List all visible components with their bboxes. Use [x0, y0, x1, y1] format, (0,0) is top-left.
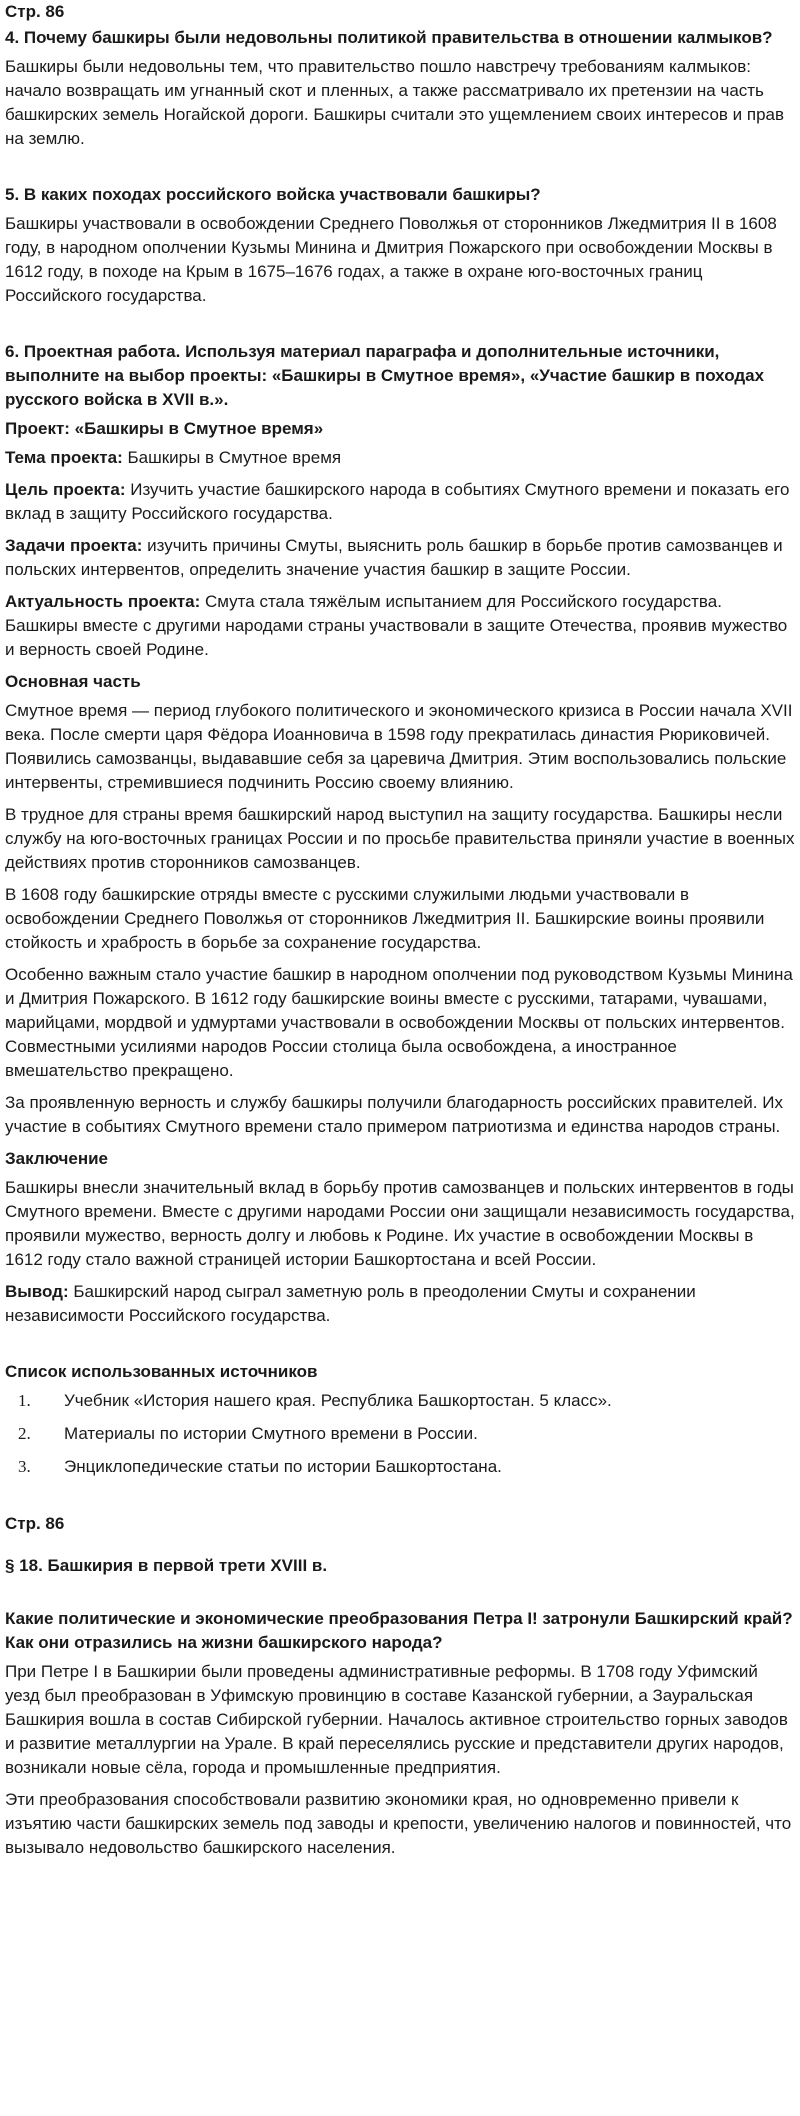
goal-text: Изучить участие башкирского народа в событиях Смутного времени и показать его вклад в защиту Российского государства.: [5, 480, 790, 523]
answer-text: Башкиры участвовали в освобождении Среднего Поволжья от сторонников Лжедмитрия II в 1608 году, в народном ополчении Кузьмы Минина и Дмитрия Пожарского при освобождении Москвы в 1612 году, в походе на Крым в 1675–1676 годах, а также в охране юго-восточных границ Российского государства.: [5, 214, 777, 305]
relevance-label: Актуальность проекта:: [5, 592, 201, 611]
list-item: [18, 1422, 795, 1446]
goal-label: Цель проекта:: [5, 480, 126, 499]
list-number: 2.: [18, 1424, 31, 1443]
answer-paragraph: При Петре I в Башкирии были проведены административные реформы. В 1708 году Уфимский уезд был преобразован в Уфимскую провинцию в составе Казанской губернии, а Зауральская Башкирия вошла в состав Сибирской губернии. Началось активное строительство горных заводов и развитие металлургии на Урале. В край переселялись русские и представители других народов, возникали новые сёла, города и промышленные предприятия.: [5, 1662, 788, 1777]
question-title: 6. Проектная работа. Используя материал параграфа и дополнительные источники, выполните на выбор проекты: «Башкиры в Смутное время», «Участие башкир в походах русского войска в XVII в.».: [5, 342, 765, 409]
sources-heading: Список использованных источников: [5, 1362, 318, 1381]
project-heading: Проект: «Башкиры в Смутное время»: [5, 419, 324, 438]
question-5: [5, 183, 795, 308]
list-text: Энциклопедические статьи по истории Башкортостана.: [64, 1457, 502, 1476]
sources-list: [5, 1360, 795, 1479]
verdict-label: Вывод:: [5, 1282, 69, 1301]
answer-text: Башкиры были недовольны тем, что правительство пошло навстречу требованиям калмыков: начало возвращать им угнанный скот и пленных, а также рассматривало их претензии на часть башкирских земель Ногайской дороги. Башкиры считали это ущемлением своих интересов и прав на землю.: [5, 57, 785, 148]
project-tasks: [5, 534, 795, 582]
tasks-text: изучить причины Смуты, выяснить роль башкир в борьбе против самозванцев и польских интервентов, определить значение участия башкир в защите России.: [5, 536, 783, 579]
question-4: [5, 26, 795, 151]
page-label: Стр. 86: [5, 2, 65, 21]
list-text: Учебник «История нашего края. Республика Башкортостан. 5 класс».: [64, 1391, 612, 1410]
answer-paragraph: Эти преобразования способствовали развитию экономики края, но одновременно привели к изъятию части башкирских земель под заводы и крепости, увеличению налогов и повинностей, что вызывало недовольство башкирского населения.: [5, 1790, 792, 1857]
main-part-heading: Основная часть: [5, 672, 141, 691]
topic-label: Тема проекта:: [5, 448, 123, 467]
section-title: § 18. Башкирия в первой трети XVIII в.: [5, 1556, 328, 1575]
conclusion-heading: Заключение: [5, 1149, 108, 1168]
question-title: 4. Почему башкиры были недовольны политикой правительства в отношении калмыков?: [5, 28, 773, 47]
project-topic: [5, 446, 795, 470]
topic-text: Башкиры в Смутное время: [122, 448, 342, 467]
main-paragraph: Смутное время — период глубокого политического и экономического кризиса в России начала XVII века. После смерти царя Фёдора Иоанновича в 1598 году прекратилась династия Рюриковичей. Появились самозванцы, выдававшие себя за царевича Дмитрия. Этим воспользовались польские интервенты, стремившиеся подчинить Россию своему влиянию.: [5, 701, 793, 792]
main-paragraph: Особенно важным стало участие башкир в народном ополчении под руководством Кузьмы Минина и Дмитрия Пожарского. В 1612 году башкирские воины вместе с русскими, татарами, чувашами, марийцами, мордвой и удмуртами участвовали в освобождении Москвы от польских интервентов. Совместными усилиями народов России столица была освобождена, а иностранное вмешательство прекращено.: [5, 965, 793, 1080]
main-paragraph: В трудное для страны время башкирский народ выступил на защиту государства. Башкиры несли службу на юго-восточных границах России и по просьбе правительства приняли участие в военных действиях против сторонников самозванцев.: [5, 805, 795, 872]
question-title: Какие политические и экономические преобразования Петра I! затронули Башкирский край? Как они отразились на жизни башкирского народа?: [5, 1609, 793, 1652]
list-number: 1.: [18, 1391, 31, 1410]
main-paragraph: За проявленную верность и службу башкиры получили благодарность российских правителей. Их участие в событиях Смутного времени стало примером патриотизма и единства народов страны.: [5, 1093, 783, 1136]
main-paragraph: В 1608 году башкирские отряды вместе с русскими служилыми людьми участвовали в освобождении Среднего Поволжья от сторонников Лжедмитрия II. Башкирские воины проявили стойкость и храбрость в борьбе за сохранение государства.: [5, 885, 765, 952]
list-text: Материалы по истории Смутного времени в России.: [64, 1424, 478, 1443]
verdict-text: Башкирский народ сыграл заметную роль в преодолении Смуты и сохранении независимости Российского государства.: [5, 1282, 696, 1325]
list-item: [18, 1455, 795, 1479]
question-6: [5, 340, 795, 1328]
conclusion-text: Башкиры внесли значительный вклад в борьбу против самозванцев и польских интервентов в годы Смутного времени. Вместе с другими народами России они защищали независимость государства, проявили мужество, верность долгу и любовь к Родине. Их участие в освобождении Москвы в 1612 году стало важной страницей истории Башкортостана и всей России.: [5, 1178, 795, 1269]
list-number: 3.: [18, 1457, 31, 1476]
project-goal: [5, 478, 795, 526]
verdict: [5, 1280, 795, 1328]
project-relevance: [5, 590, 795, 662]
tasks-label: Задачи проекта:: [5, 536, 143, 555]
relevance-text: Смута стала тяжёлым испытанием для Российского государства. Башкиры вместе с другими народами страны участвовали в защите Отечества, проявив мужество и верность своей Родине.: [5, 592, 788, 659]
sources-items: [5, 1389, 795, 1479]
list-item: [18, 1389, 795, 1413]
page-label: Стр. 86: [5, 1514, 65, 1533]
question-peter: [5, 1607, 795, 1860]
question-title: 5. В каких походах российского войска участвовали башкиры?: [5, 185, 541, 204]
